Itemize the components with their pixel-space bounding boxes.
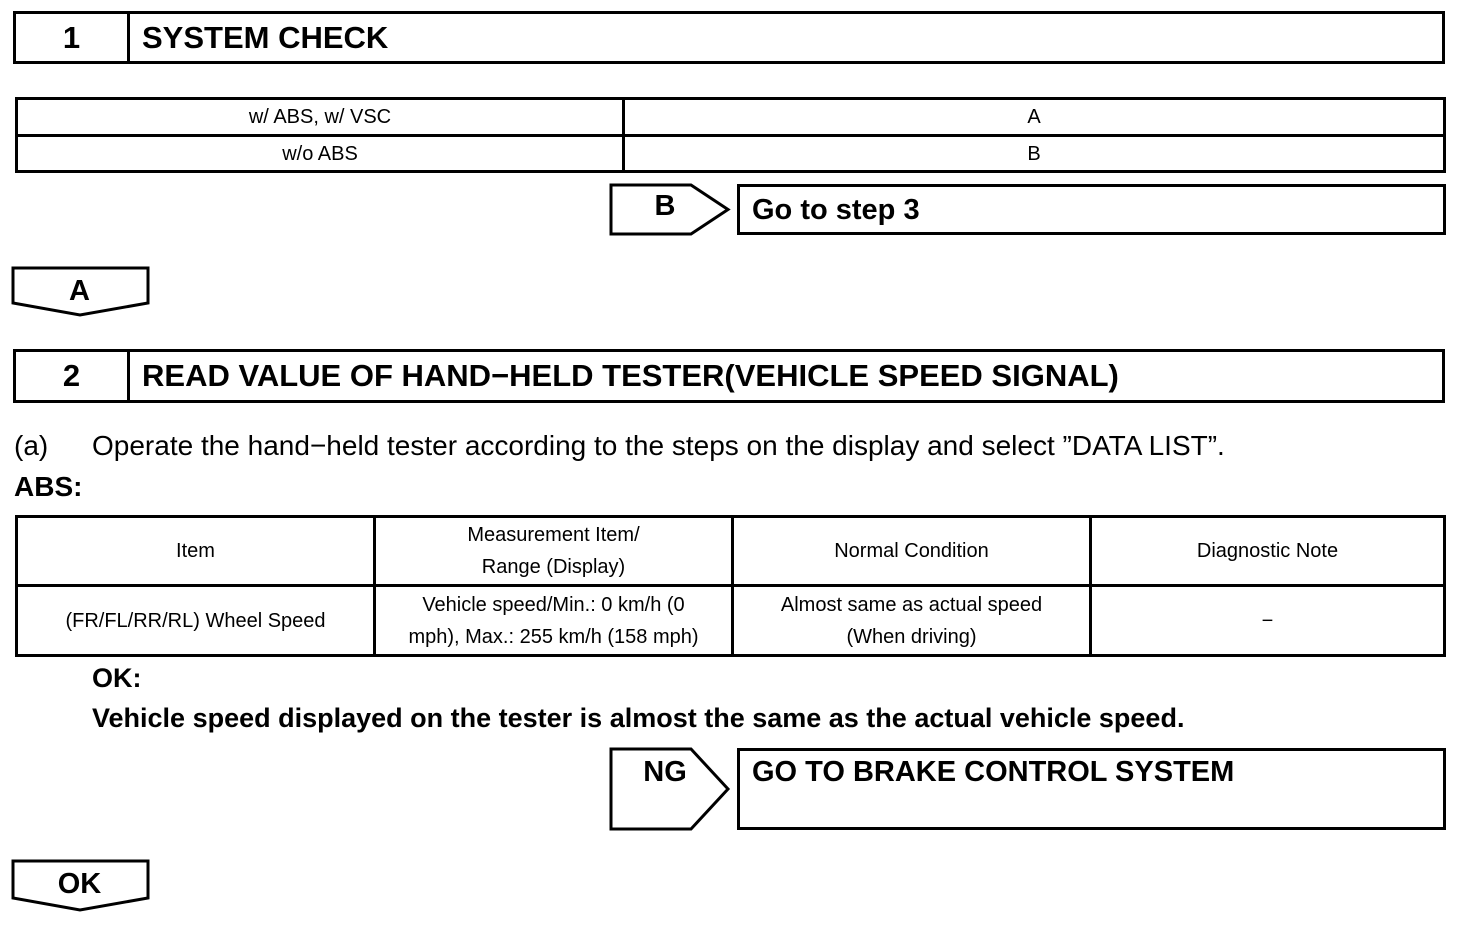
cell-measurement-line1: Vehicle speed/Min.: 0 km/h (0 <box>422 593 685 616</box>
cell-measurement-line2: mph), Max.: 255 km/h (158 mph) <box>408 625 699 648</box>
go-to-step-3-text: Go to step 3 <box>752 194 920 226</box>
header-item: Item <box>17 517 375 586</box>
go-to-brake-control-text: GO TO BRAKE CONTROL SYSTEM <box>752 756 1235 788</box>
cell-normal-line1: Almost same as actual speed <box>780 593 1043 616</box>
branch-b-label[interactable]: B <box>654 190 676 222</box>
step-1-number: 1 <box>16 14 130 61</box>
header-measurement-line1: Measurement Item/ <box>467 524 640 546</box>
cell-item: (FR/FL/RR/RL) Wheel Speed <box>17 586 375 656</box>
ok-criteria-text: Vehicle speed displayed on the tester is almost the same as the actual vehicle speed. <box>92 703 1185 733</box>
branch-ng-label[interactable]: NG <box>643 756 687 788</box>
ok-label: OK: <box>92 663 142 693</box>
header-normal-condition: Normal Condition <box>733 517 1091 586</box>
step-2-title: READ VALUE OF HAND−HELD TESTER(VEHICLE SPEED SIGNAL) <box>142 358 1119 393</box>
branch-ok-label[interactable]: OK <box>57 868 102 900</box>
header-diagnostic-note: Diagnostic Note <box>1091 517 1445 586</box>
branch-a-label[interactable]: A <box>69 275 90 307</box>
cell-normal-line2: (When driving) <box>846 625 977 648</box>
abs-section-label: ABS: <box>14 471 83 502</box>
header-measurement-line2: Range (Display) <box>481 556 626 578</box>
cell-diagnostic-note: − <box>1091 586 1445 656</box>
step-2-number: 2 <box>16 352 130 400</box>
instruction-marker: (a) <box>14 430 49 461</box>
result-cell: B <box>624 136 1445 172</box>
step-1-title: SYSTEM CHECK <box>142 19 389 55</box>
result-cell: A <box>624 99 1445 136</box>
condition-cell: w/ ABS, w/ VSC <box>17 99 624 136</box>
condition-cell: w/o ABS <box>17 136 624 172</box>
instruction-text: Operate the hand−held tester according to the steps on the display and select ”DATA LIST”. <box>92 430 1225 461</box>
